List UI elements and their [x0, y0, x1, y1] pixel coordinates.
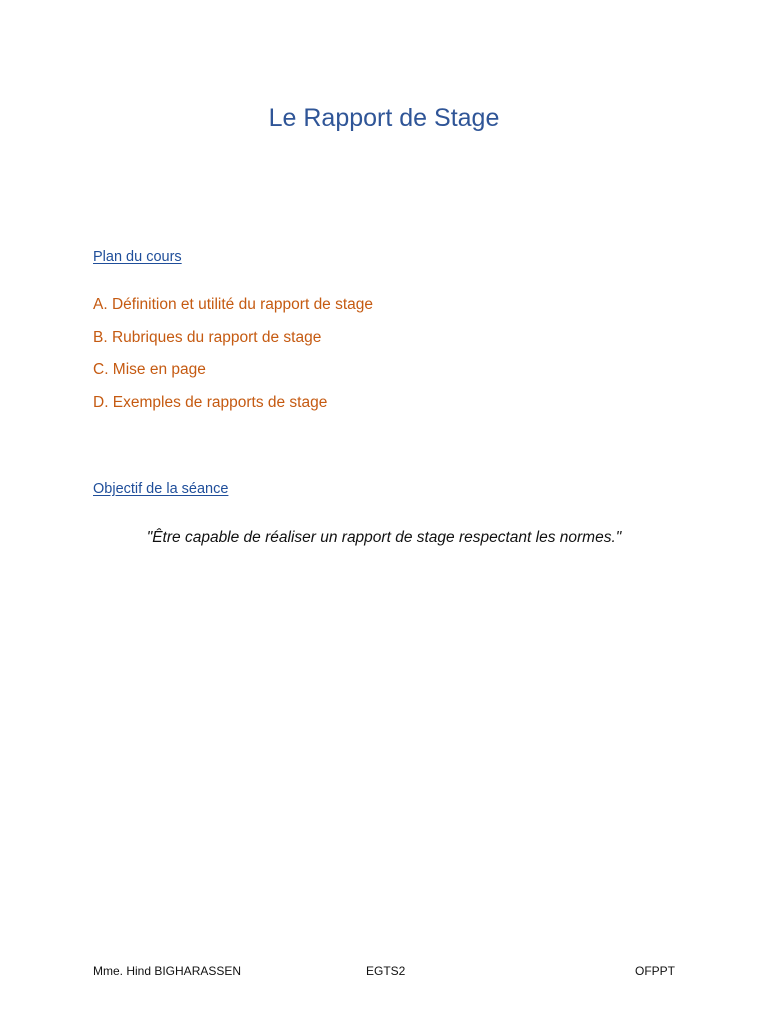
- plan-list: [93, 294, 373, 424]
- footer-author: Mme. Hind BIGHARASSEN: [93, 964, 242, 978]
- footer-class: EGTS2: [366, 964, 406, 978]
- footer-organization: OFPPT: [634, 964, 675, 978]
- objective-quote: "Être capable de réaliser un rapport de stage respectant les normes.": [146, 529, 622, 546]
- plan-item: A. Définition et utilité du rapport de stage: [93, 296, 374, 313]
- plan-item: B. Rubriques du rapport de stage: [93, 328, 322, 346]
- plan-heading: Plan du cours: [93, 249, 182, 265]
- document-title: Le Rapport de Stage: [268, 104, 500, 132]
- page-footer: [93, 962, 675, 980]
- plan-item: D. Exemples de rapports de stage: [93, 393, 328, 411]
- plan-item: C. Mise en page: [93, 361, 206, 378]
- objective-heading: Objectif de la séance: [93, 481, 229, 497]
